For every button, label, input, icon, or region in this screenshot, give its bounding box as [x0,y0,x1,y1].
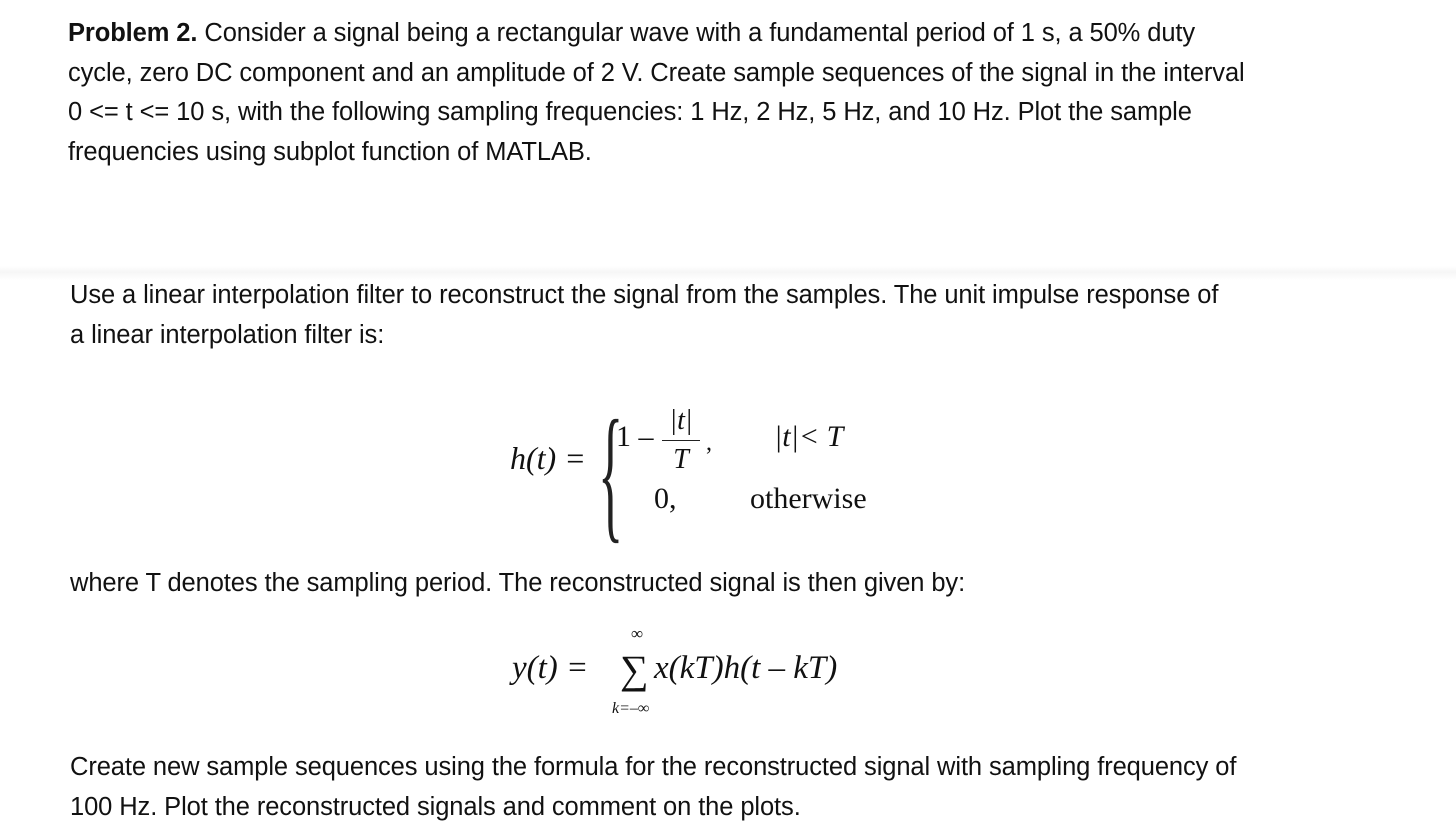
eq1-case2-condition: otherwise [750,482,867,515]
problem-intro-text: Consider a signal being a rectangular wave with a fundamental period of 1 s, a 50% duty cycle, zero DC component and an amplitude of 2 V. Create sample sequences of the signal in the interval 0 <= t <= 10 s, with the following sampling frequencies: 1 Hz, 2 Hz, 5 Hz, and 10 Hz. Plot the sample frequencies using subplot function of MATLAB. [68,19,1245,166]
eq2-lhs: y(t) = [512,650,589,686]
eq1-case1-prefix: 1 – [616,420,654,453]
eq1-case2-value: 0, [654,482,677,515]
eq1-case1-comma: , [706,430,712,456]
eq1-case1-condition: |t|< T [774,420,844,453]
eq1-fraction-bar [662,440,700,441]
eq1-lhs: h(t) = [510,440,586,476]
problem-label: Problem 2. [68,19,198,47]
final-instructions: Create new sample sequences using the formula for the reconstructed signal with sampling frequency of 100 Hz. Plot the reconstructed signals and comment on the plots. [70,753,1237,821]
summation-symbol: ∑ [620,647,649,692]
sum-upper-limit: ∞ [631,624,644,643]
eq1-fraction-denominator: T [673,444,689,475]
problem-statement [68,14,1398,172]
eq1-fraction [660,404,702,477]
filter-description: Use a linear interpolation filter to reconstruct the signal from the samples. The unit impulse response of a linear interpolation filter is: [70,281,1219,349]
sum-lower-limit: k=–∞ [612,700,650,717]
eq1-fraction-numerator: |t| [669,405,693,436]
sampling-period-text: where T denotes the sampling period. The reconstructed signal is then given by: [70,569,966,597]
piecewise-brace: { [598,390,624,556]
eq2-rhs: x(kT)h(t – kT) [654,650,838,686]
